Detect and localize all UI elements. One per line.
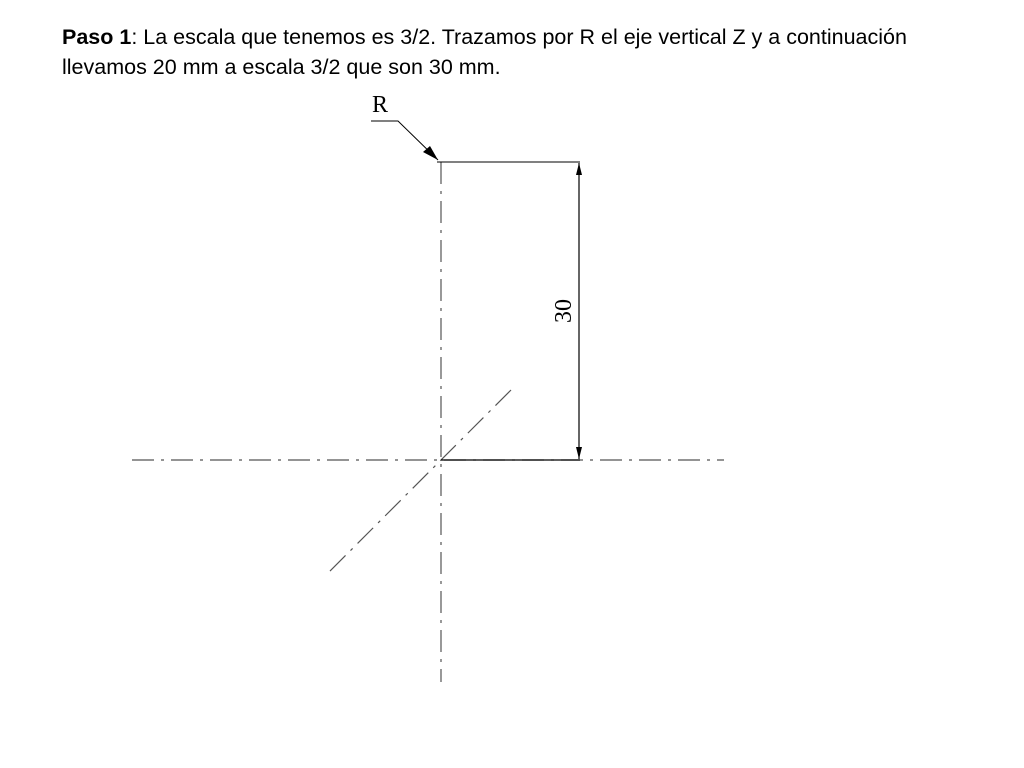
point-r-label: R — [372, 92, 389, 118]
step-label: Paso 1 — [62, 25, 132, 49]
dimension-value-label: 30 — [551, 299, 577, 323]
step-label-separator: : — [131, 25, 138, 49]
step-description: La escala que tenemos es 3/2. Trazamos por R el eje vertical Z y a continuación llevamos 20 mm a escala 3/2 que son 30 mm. — [62, 25, 907, 79]
oblique-axis — [328, 390, 511, 573]
